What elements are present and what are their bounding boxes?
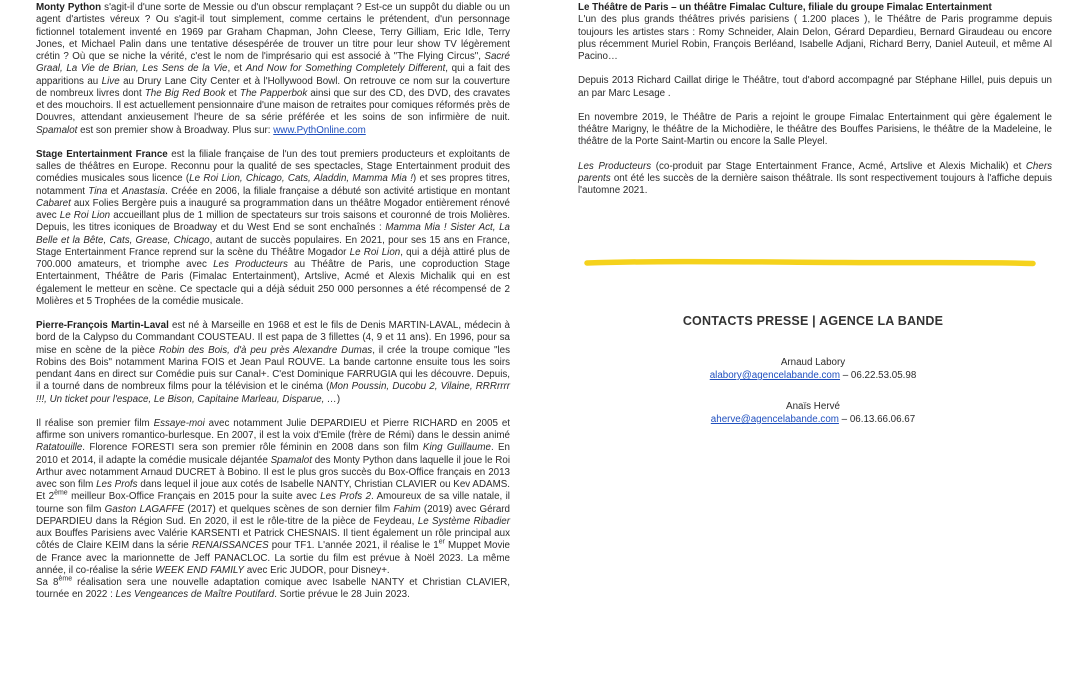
theatre-heading: Le Théâtre de Paris – un théâtre Fimalac Culture, filiale du groupe Fimalac Entertainment — [578, 2, 992, 13]
contact-email-link[interactable]: alabory@agencelabande.com — [709, 370, 841, 381]
theatre-paragraph: Le Théâtre de Paris – un théâtre Fimalac Culture, filiale du groupe Fimalac Entertainment L'un des plus grands théâtres privés parisiens ( 1.200 places ), le Théâtre de Paris programme depuis toujours les artistes stars : Romy Schneider, Alain Delon, Gérard Depardieu, Bernard Giraudeau ou encore plus récemment Muriel Robin, François Berléand, Isabelle Adjani, Richard Berry, Daniel Auteuil, et même Al Pacino… — [578, 2, 1052, 62]
successes-paragraph: Les Producteurs (co-produit par Stage Entertainment France, Acmé, Artslive et Alexis Michalik) et Chers parents ont été les succès de la dernière saison théâtrale. Ils sont respectivement toujours à l'affiche depuis l'automne 2021. — [578, 160, 1052, 196]
contact-phone: – 06.22.53.05.98 — [840, 370, 917, 381]
monty-python-name: Monty Python — [36, 2, 102, 13]
pythonline-link[interactable]: www.PythOnline.com — [273, 124, 366, 136]
pfml-bio-paragraph: Pierre-François Martin-Laval est né à Marseille en 1968 et est le fils de Denis MARTIN-LAVAL, médecin à bord de la Calypso du Commandant COUSTEAU. Il est papa de 3 fillettes (4, 9 et 11 ans). En 1996, pour sa mise en scène de la pièce Robin des Bois, d'à peu près Alexandre Dumas, il crée la troupe comique "les Robins des Bois" notamment Marina FOIS et Jean Paul ROUVE. La bande cartonne ensuite tous les soirs pendant 4ans en direct sur Comédie puis sur Canal+. C'est Dominique FARRUGIA qui les découvre. Depuis, il a tourné dans de nombreux films pour la télévision et le cinéma (Mon Poussin, Ducobu 2, Vilaine, RRRrrrr !!!, Un ticket pour l'espace, Le Bison, Capitaine Marleau, Disparue, …) — [36, 320, 511, 405]
left-column — [36, 2, 510, 614]
contact-arnaud-labory — [578, 356, 1048, 382]
monty-python-paragraph: Monty Python s'agit-il d'une sorte de Messie ou d'un obscur remplaçant ? Est-ce un suppôt du diable ou un agent d'artistes véreux ? Ou s'agit-il tout simplement, comme certains le prétendent, d'un personnage fictionnel totalement inventé en 1969 par Graham Chapman, John Cleese, Terry Gilliam, Eric Idle, Terry Jones, et Michael Palin dans une tentative désespérée de trouver un titre pour leur show TV légèrement crétin ? Où que se niche la vérité, c'est le nom de l'imprésario qui est associé à "The Flying Circus", Sacré Graal, La Vie de Brian, Les Sens de la Vie, et And Now for Something Completely Different, qui a fait des apparitions au Live au Drury Lane City Center et à l'Hollywood Bowl. On retrouve ce nom sur la couverture de nombreux livres dont The Big Red Book et The Papperbok ainsi que sur des CD, des DVD, des cravates et des mouchoirs. Il est actuellement pensionnaire d'une maison de retraites pour comiques réformés près de Douvres, attendant anxieusement l'heure de sa série préférée et les soins de son infirmière de nuit. Spamalot est son premier show à Broadway. Plus sur: www.PythOnline.com — [36, 2, 511, 136]
contact-name: Arnaud Labory — [780, 357, 846, 368]
pfml-career-paragraph: Il réalise son premier film Essaye-moi avec notamment Julie DEPARDIEU et Pierre RICHARD en 2005 et affirme son univers romantico-burlesque. En 2007, il est la voix d'Emile (frère de Rémi) dans le dessin animé Ratatouille. Florence FORESTI sera son premier rôle féminin en 2008 dans son film King Guillaume. En 2010 et 2014, il adapte la comédie musicale déjantée Spamalot des Monty Python dans laquelle il joue le Roi Arthur avec notamment Arnaud DUCRET à Bobino. Il est le plus gros succès du Box-Office français en 2013 avec son film Les Profs dans lequel il joue aux cotés de Isabelle NANTY, Christian CLAVIER ou Kev ADAMS. Et 2ème meilleur Box-Office Français en 2015 pour la suite avec Les Profs 2. Amoureux de sa ville natale, il tourne son film Gaston LAGAFFE (2017) et quelques scènes de son dernier film Fahim (2019) avec Gérard DEPARDIEU dans la Région Sud. En 2020, il est le rôle-titre de la pièce de Feydeau, Le Système Ribadier aux Bouffes Parisiens avec Valérie KARSENTI et Patrick CHESNAIS. Il tient également un rôle principal aux côtés de Claire KEIM dans la série RENAISSANCES pour TF1. L'année 2021, il réalise le 1er Muppet Movie de France avec la marionnette de Jeff PANACLOC. La sortie du film est prévue à Noël 2023. La même année, il co-réalise la série WEEK END FAMILY avec Eric JUDOR, pour Disney+. Sa 8ème réalisation sera une nouvelle adaptation comique avec Isabelle NANTY et Christian CLAVIER, tournée en 2022 : Les Vengeances de Maître Poutifard. Sortie prévue le 28 Juin 2023. — [36, 417, 511, 601]
contact-name: Anaïs Hervé — [786, 401, 840, 412]
stage-entertainment-paragraph: Stage Entertainment France est la filiale française de l'un des tout premiers producteurs et exploitants de salles de théâtres en Europe. Reconnu pour la qualité de ses spectacles, Stage Entertainment produit des comédies musicales sous licence (Le Roi Lion, Chicago, Cats, Aladdin, Mamma Mia !) et ses propres titres, notamment Tina et Anastasia. Créée en 2006, la filiale française a débuté son activité artistique en montant Cabaret aux Folies Bergère puis a inauguré sa programmation dans un théâtre Mogador entièrement rénové avec Le Roi Lion accueillant plus de 1 million de spectateurs sur trois saisons et couronné de trois Molières. Depuis, les titres iconiques de Broadway et du West End se sont enchaînés : Mamma Mia ! Sister Act, La Belle et la Bête, Cats, Grease, Chicago, autant de succès populaires. En 2021, pour ses 15 ans en France, Stage Entertainment France reprend sur la scène du Théâtre Mogador Le Roi Lion, qui a déjà attiré plus de 700.000 amateurs, et triomphe avec Les Producteurs au Théâtre de Paris, une coproduction Stage Entertainment, Théâtre de Paris (Fimalac Entertainment), Artslive, Acmé et Alexis Michalik qui en est également le metteur en scène. Ce spectacle qui a déjà séduit 250 000 personnes a été récompensé de 2 Molières et 5 Trophées de la comédie musicale. — [36, 148, 511, 307]
stage-entertainment-name: Stage Entertainment France — [36, 148, 168, 160]
contact-phone: – 06.13.66.06.67 — [838, 414, 916, 425]
yellow-brush-divider — [584, 256, 1036, 270]
contacts-title: CONTACTS PRESSE | AGENCE LA BANDE — [682, 314, 944, 328]
pfml-name: Pierre-François Martin-Laval — [36, 320, 169, 331]
contact-email-link[interactable]: aherve@agencelabande.com — [710, 414, 839, 425]
contact-anais-herve — [578, 400, 1048, 426]
right-column — [578, 2, 1052, 209]
fimalac-paragraph: En novembre 2019, le Théâtre de Paris a rejoint le groupe Fimalac Entertainment qui gère également le théâtre Marigny, le théâtre de la Michodière, le théâtre des Bouffes Parisiens, le théâtre de la Madeleine, le théâtre de la Porte Saint-Martin ou encore la Salle Pleyel. — [578, 111, 1052, 148]
direction-paragraph: Depuis 2013 Richard Caillat dirige le Théâtre, tout d'abord accompagné par Stéphane Hillel, puis depuis un an par Marc Lesage . — [578, 75, 1052, 99]
